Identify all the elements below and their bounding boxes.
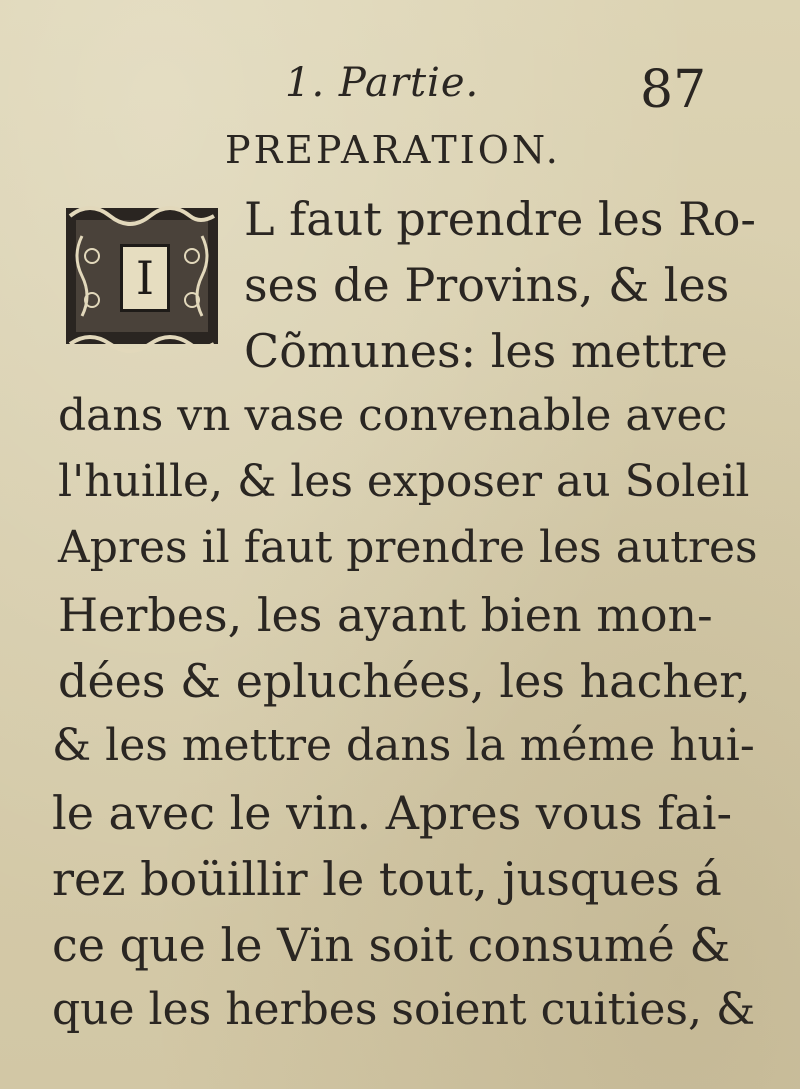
section-heading: PREPARATION. [225, 128, 561, 172]
text-line-10: le avec le vin. Apres vous fai- [52, 786, 733, 840]
text-line-8: dées & epluchées, les hacher, [58, 654, 751, 708]
text-line-5: l'huille, & les exposer au Soleil [58, 456, 750, 507]
text-line-9: & les mettre dans la méme hui- [52, 720, 755, 771]
text-line-1: L faut prendre les Ro- [244, 192, 756, 246]
text-line-3: Cõmunes: les mettre [244, 324, 728, 378]
text-line-2: ses de Provins, & les [244, 258, 730, 312]
decorated-initial [62, 196, 222, 356]
page-number: 87 [640, 60, 707, 120]
text-line-12: ce que le Vin soit consumé & [52, 918, 731, 972]
text-line-4: dans vn vase convenable avec [58, 390, 728, 441]
initial-letter: I [120, 244, 170, 312]
running-head: 1. Partie. [285, 60, 480, 106]
text-line-7: Herbes, les ayant bien mon- [58, 588, 713, 642]
text-line-6: Apres il faut prendre les autres [58, 522, 758, 573]
text-line-13: que les herbes soient cuities, & [52, 984, 756, 1035]
text-line-11: rez boüillir le tout, jusques á [52, 852, 722, 906]
